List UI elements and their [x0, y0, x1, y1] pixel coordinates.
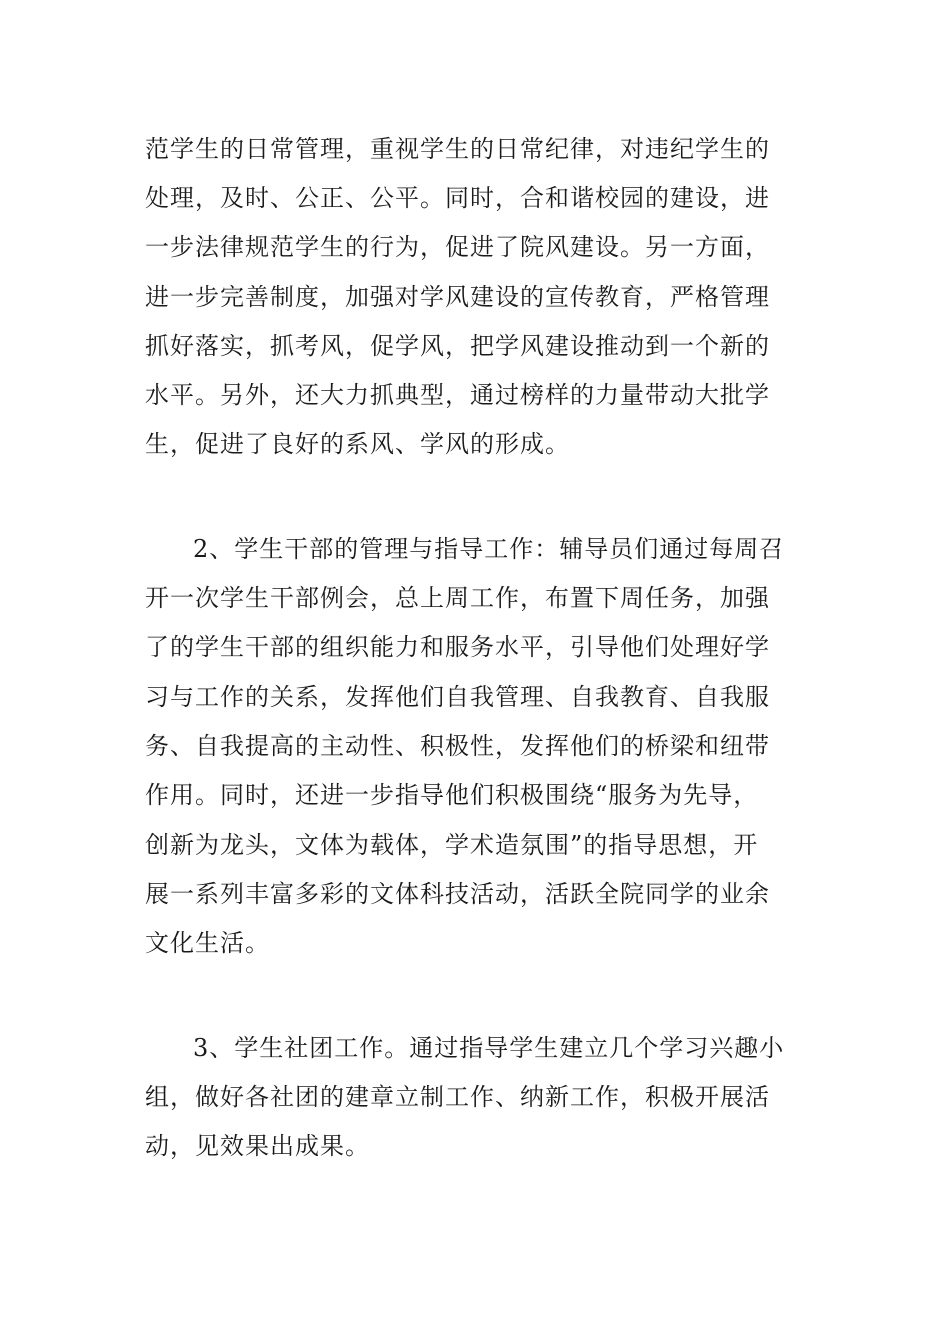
text-line: 开一次学生干部例会，总上周工作，布置下周任务，加强: [145, 584, 770, 612]
text-line: 处理，及时、公正、公平。同时，合和谐校园的建设，进: [145, 184, 770, 212]
text-line: 抓好落实，抓考风，促学风，把学风建设推动到一个新的: [145, 332, 770, 360]
text-line: 务、自我提高的主动性、积极性，发挥他们的桥梁和纽带: [145, 732, 770, 760]
text-line: 习与工作的关系，发挥他们自我管理、自我教育、自我服: [145, 683, 770, 711]
text-line: 水平。另外，还大力抓典型，通过榜样的力量带动大批学: [145, 381, 770, 409]
text-line: 进一步完善制度，加强对学风建设的宣传教育，严格管理: [145, 283, 770, 311]
text-line: 生，促进了良好的系风、学风的形成。: [145, 430, 570, 458]
text-line: 文化生活。: [145, 929, 270, 957]
text-line: 展一系列丰富多彩的文体科技活动，活跃全院同学的业余: [145, 880, 770, 908]
text-line: 一步法律规范学生的行为，促进了院风建设。另一方面，: [145, 233, 770, 261]
text-line: 作用。同时，还进一步指导他们积极围绕“服务为先导，: [145, 781, 759, 809]
text-line: 创新为龙头，文体为载体，学术造氛围”的指导思想，开: [145, 831, 759, 859]
text-line: 动，见效果出成果。: [145, 1132, 370, 1160]
text-line: 组，做好各社团的建章立制工作、纳新工作，积极开展活: [145, 1083, 770, 1111]
text-line: 3、学生社团工作。通过指导学生建立几个学习兴趣小: [193, 1034, 785, 1062]
text-line: 范学生的日常管理，重视学生的日常纪律，对违纪学生的: [145, 135, 770, 163]
text-line: 了的学生干部的组织能力和服务水平，引导他们处理好学: [145, 633, 770, 661]
text-line: 2、学生干部的管理与指导工作：辅导员们通过每周召: [193, 535, 785, 563]
